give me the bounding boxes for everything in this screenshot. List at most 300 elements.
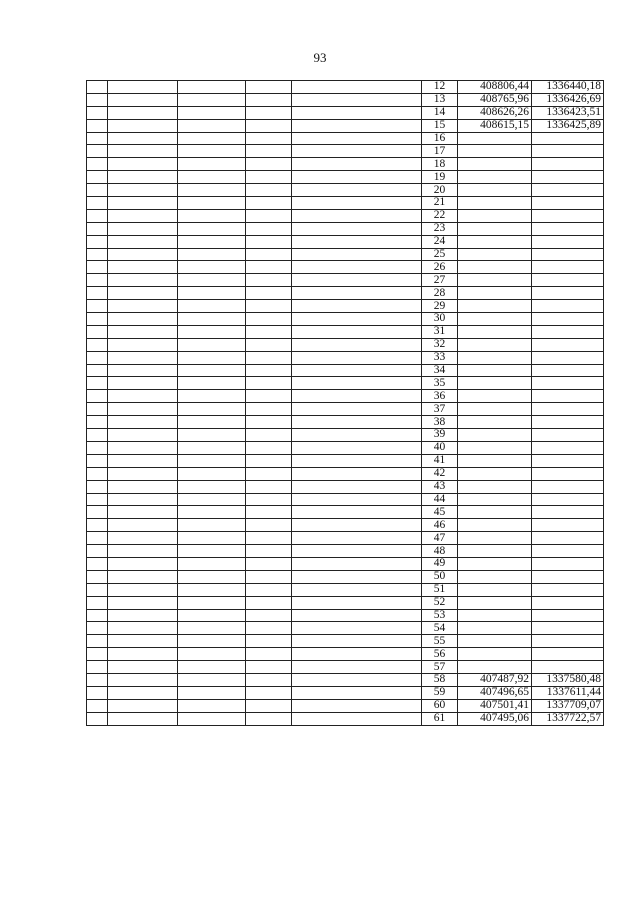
table-row	[87, 287, 604, 300]
y-coordinate-cell: 1337709,07	[532, 699, 604, 712]
y-coordinate-cell	[532, 209, 604, 222]
x-coordinate-cell	[458, 416, 532, 429]
empty-cell	[292, 583, 422, 596]
empty-cell	[292, 506, 422, 519]
empty-cell	[87, 248, 108, 261]
y-coordinate-cell	[532, 519, 604, 532]
empty-cell	[178, 274, 246, 287]
empty-cell	[87, 338, 108, 351]
x-coordinate-cell	[458, 338, 532, 351]
empty-cell	[292, 622, 422, 635]
empty-cell	[246, 673, 292, 686]
empty-cell	[87, 325, 108, 338]
empty-cell	[246, 441, 292, 454]
empty-cell	[87, 699, 108, 712]
empty-cell	[246, 338, 292, 351]
x-coordinate-cell	[458, 467, 532, 480]
empty-cell	[178, 248, 246, 261]
empty-cell	[108, 364, 178, 377]
point-number-cell: 56	[422, 648, 458, 661]
y-coordinate-cell	[532, 390, 604, 403]
empty-cell	[246, 287, 292, 300]
x-coordinate-cell	[458, 506, 532, 519]
y-coordinate-cell	[532, 635, 604, 648]
empty-cell	[292, 712, 422, 725]
empty-cell	[292, 519, 422, 532]
empty-cell	[178, 545, 246, 558]
x-coordinate-cell: 407495,06	[458, 712, 532, 725]
empty-cell	[108, 712, 178, 725]
point-number-cell: 22	[422, 209, 458, 222]
point-number-cell: 34	[422, 364, 458, 377]
empty-cell	[178, 686, 246, 699]
x-coordinate-cell	[458, 197, 532, 210]
table-row	[87, 583, 604, 596]
x-coordinate-cell	[458, 132, 532, 145]
table-row	[87, 545, 604, 558]
table-row	[87, 532, 604, 545]
y-coordinate-cell	[532, 648, 604, 661]
table-row	[87, 609, 604, 622]
table-row	[87, 222, 604, 235]
empty-cell	[87, 712, 108, 725]
point-number-cell: 57	[422, 661, 458, 674]
point-number-cell: 39	[422, 429, 458, 442]
empty-cell	[87, 184, 108, 197]
empty-cell	[87, 557, 108, 570]
table-row	[87, 364, 604, 377]
empty-cell	[246, 467, 292, 480]
point-number-cell: 28	[422, 287, 458, 300]
empty-cell	[87, 532, 108, 545]
empty-cell	[178, 609, 246, 622]
empty-cell	[292, 209, 422, 222]
empty-cell	[292, 570, 422, 583]
point-number-cell: 44	[422, 493, 458, 506]
point-number-cell: 53	[422, 609, 458, 622]
x-coordinate-cell	[458, 583, 532, 596]
empty-cell	[178, 313, 246, 326]
x-coordinate-cell: 407501,41	[458, 699, 532, 712]
empty-cell	[178, 673, 246, 686]
x-coordinate-cell: 407496,65	[458, 686, 532, 699]
table-row	[87, 351, 604, 364]
x-coordinate-cell	[458, 390, 532, 403]
table-row	[87, 635, 604, 648]
empty-cell	[246, 609, 292, 622]
x-coordinate-cell	[458, 441, 532, 454]
empty-cell	[87, 171, 108, 184]
empty-cell	[292, 93, 422, 106]
x-coordinate-cell	[458, 184, 532, 197]
empty-cell	[108, 596, 178, 609]
empty-cell	[108, 699, 178, 712]
empty-cell	[108, 583, 178, 596]
empty-cell	[292, 248, 422, 261]
x-coordinate-cell	[458, 596, 532, 609]
point-number-cell: 42	[422, 467, 458, 480]
empty-cell	[178, 235, 246, 248]
point-number-cell: 23	[422, 222, 458, 235]
empty-cell	[246, 596, 292, 609]
empty-cell	[246, 390, 292, 403]
empty-cell	[87, 351, 108, 364]
empty-cell	[178, 351, 246, 364]
empty-cell	[292, 338, 422, 351]
empty-cell	[178, 661, 246, 674]
empty-cell	[246, 686, 292, 699]
table-row	[87, 493, 604, 506]
empty-cell	[246, 403, 292, 416]
empty-cell	[178, 184, 246, 197]
empty-cell	[246, 416, 292, 429]
y-coordinate-cell	[532, 184, 604, 197]
empty-cell	[246, 699, 292, 712]
point-number-cell: 15	[422, 119, 458, 132]
point-number-cell: 29	[422, 300, 458, 313]
table-row	[87, 712, 604, 725]
point-number-cell: 30	[422, 313, 458, 326]
empty-cell	[292, 635, 422, 648]
empty-cell	[292, 184, 422, 197]
point-number-cell: 24	[422, 235, 458, 248]
table-row	[87, 390, 604, 403]
empty-cell	[108, 235, 178, 248]
y-coordinate-cell	[532, 416, 604, 429]
empty-cell	[292, 132, 422, 145]
empty-cell	[87, 545, 108, 558]
point-number-cell: 18	[422, 158, 458, 171]
empty-cell	[108, 557, 178, 570]
empty-cell	[246, 325, 292, 338]
y-coordinate-cell	[532, 467, 604, 480]
empty-cell	[246, 480, 292, 493]
empty-cell	[87, 673, 108, 686]
empty-cell	[246, 557, 292, 570]
empty-cell	[246, 158, 292, 171]
empty-cell	[108, 519, 178, 532]
empty-cell	[292, 673, 422, 686]
table-row	[87, 106, 604, 119]
empty-cell	[246, 81, 292, 94]
y-coordinate-cell	[532, 132, 604, 145]
empty-cell	[87, 648, 108, 661]
empty-cell	[87, 622, 108, 635]
table-row	[87, 570, 604, 583]
empty-cell	[108, 132, 178, 145]
empty-cell	[87, 493, 108, 506]
empty-cell	[292, 532, 422, 545]
empty-cell	[108, 686, 178, 699]
empty-cell	[246, 132, 292, 145]
empty-cell	[246, 351, 292, 364]
empty-cell	[178, 261, 246, 274]
empty-cell	[292, 300, 422, 313]
x-coordinate-cell	[458, 532, 532, 545]
table-row	[87, 519, 604, 532]
empty-cell	[246, 570, 292, 583]
empty-cell	[87, 209, 108, 222]
x-coordinate-cell	[458, 661, 532, 674]
point-number-cell: 55	[422, 635, 458, 648]
table-row	[87, 197, 604, 210]
point-number-cell: 51	[422, 583, 458, 596]
x-coordinate-cell: 408806,44	[458, 81, 532, 94]
point-number-cell: 36	[422, 390, 458, 403]
empty-cell	[292, 596, 422, 609]
table-row	[87, 622, 604, 635]
empty-cell	[108, 648, 178, 661]
coordinates-table	[86, 80, 604, 726]
y-coordinate-cell	[532, 364, 604, 377]
empty-cell	[108, 261, 178, 274]
empty-cell	[108, 338, 178, 351]
y-coordinate-cell	[532, 248, 604, 261]
empty-cell	[87, 261, 108, 274]
empty-cell	[87, 158, 108, 171]
empty-cell	[292, 416, 422, 429]
x-coordinate-cell	[458, 351, 532, 364]
empty-cell	[292, 235, 422, 248]
empty-cell	[292, 287, 422, 300]
table-row	[87, 673, 604, 686]
x-coordinate-cell	[458, 287, 532, 300]
y-coordinate-cell	[532, 377, 604, 390]
empty-cell	[87, 506, 108, 519]
empty-cell	[108, 248, 178, 261]
point-number-cell: 33	[422, 351, 458, 364]
empty-cell	[108, 222, 178, 235]
x-coordinate-cell	[458, 377, 532, 390]
empty-cell	[87, 570, 108, 583]
empty-cell	[87, 313, 108, 326]
table-row	[87, 467, 604, 480]
x-coordinate-cell	[458, 429, 532, 442]
empty-cell	[87, 222, 108, 235]
empty-cell	[178, 635, 246, 648]
point-number-cell: 20	[422, 184, 458, 197]
empty-cell	[87, 609, 108, 622]
table-row	[87, 377, 604, 390]
empty-cell	[87, 377, 108, 390]
empty-cell	[178, 699, 246, 712]
point-number-cell: 50	[422, 570, 458, 583]
empty-cell	[292, 145, 422, 158]
empty-cell	[292, 364, 422, 377]
empty-cell	[108, 506, 178, 519]
x-coordinate-cell	[458, 635, 532, 648]
empty-cell	[108, 673, 178, 686]
x-coordinate-cell	[458, 493, 532, 506]
empty-cell	[246, 454, 292, 467]
empty-cell	[292, 81, 422, 94]
x-coordinate-cell	[458, 158, 532, 171]
empty-cell	[108, 416, 178, 429]
x-coordinate-cell	[458, 609, 532, 622]
empty-cell	[246, 171, 292, 184]
empty-cell	[87, 119, 108, 132]
table-row	[87, 338, 604, 351]
empty-cell	[246, 145, 292, 158]
table-row	[87, 596, 604, 609]
empty-cell	[87, 106, 108, 119]
table-row	[87, 235, 604, 248]
empty-cell	[87, 583, 108, 596]
point-number-cell: 48	[422, 545, 458, 558]
empty-cell	[87, 145, 108, 158]
empty-cell	[108, 493, 178, 506]
empty-cell	[108, 300, 178, 313]
empty-cell	[87, 467, 108, 480]
y-coordinate-cell	[532, 338, 604, 351]
point-number-cell: 49	[422, 557, 458, 570]
point-number-cell: 12	[422, 81, 458, 94]
table-row	[87, 429, 604, 442]
empty-cell	[178, 596, 246, 609]
empty-cell	[178, 429, 246, 442]
table-row	[87, 313, 604, 326]
empty-cell	[178, 338, 246, 351]
point-number-cell: 38	[422, 416, 458, 429]
empty-cell	[108, 93, 178, 106]
empty-cell	[292, 557, 422, 570]
point-number-cell: 32	[422, 338, 458, 351]
empty-cell	[108, 480, 178, 493]
table-row	[87, 403, 604, 416]
y-coordinate-cell: 1337722,57	[532, 712, 604, 725]
empty-cell	[87, 429, 108, 442]
point-number-cell: 58	[422, 673, 458, 686]
empty-cell	[87, 661, 108, 674]
empty-cell	[87, 364, 108, 377]
x-coordinate-cell	[458, 248, 532, 261]
y-coordinate-cell	[532, 145, 604, 158]
empty-cell	[178, 467, 246, 480]
empty-cell	[87, 81, 108, 94]
table-row	[87, 158, 604, 171]
empty-cell	[108, 145, 178, 158]
empty-cell	[108, 532, 178, 545]
empty-cell	[108, 609, 178, 622]
empty-cell	[178, 416, 246, 429]
point-number-cell: 54	[422, 622, 458, 635]
empty-cell	[246, 377, 292, 390]
point-number-cell: 16	[422, 132, 458, 145]
empty-cell	[178, 81, 246, 94]
empty-cell	[292, 274, 422, 287]
empty-cell	[246, 235, 292, 248]
empty-cell	[87, 441, 108, 454]
table-row	[87, 480, 604, 493]
table-row	[87, 661, 604, 674]
x-coordinate-cell	[458, 557, 532, 570]
y-coordinate-cell	[532, 532, 604, 545]
empty-cell	[178, 377, 246, 390]
table-row	[87, 325, 604, 338]
empty-cell	[178, 222, 246, 235]
empty-cell	[87, 93, 108, 106]
empty-cell	[246, 364, 292, 377]
empty-cell	[178, 197, 246, 210]
x-coordinate-cell	[458, 648, 532, 661]
empty-cell	[108, 467, 178, 480]
point-number-cell: 37	[422, 403, 458, 416]
empty-cell	[178, 532, 246, 545]
y-coordinate-cell	[532, 570, 604, 583]
empty-cell	[246, 532, 292, 545]
empty-cell	[246, 648, 292, 661]
y-coordinate-cell	[532, 557, 604, 570]
y-coordinate-cell	[532, 287, 604, 300]
empty-cell	[292, 351, 422, 364]
y-coordinate-cell	[532, 197, 604, 210]
table-row	[87, 648, 604, 661]
table-row	[87, 416, 604, 429]
table-row	[87, 248, 604, 261]
x-coordinate-cell	[458, 274, 532, 287]
empty-cell	[292, 377, 422, 390]
point-number-cell: 14	[422, 106, 458, 119]
empty-cell	[246, 248, 292, 261]
y-coordinate-cell	[532, 441, 604, 454]
empty-cell	[292, 313, 422, 326]
y-coordinate-cell: 1336423,51	[532, 106, 604, 119]
empty-cell	[178, 570, 246, 583]
empty-cell	[87, 274, 108, 287]
empty-cell	[108, 158, 178, 171]
empty-cell	[178, 622, 246, 635]
empty-cell	[87, 300, 108, 313]
empty-cell	[178, 493, 246, 506]
empty-cell	[108, 570, 178, 583]
empty-cell	[246, 93, 292, 106]
y-coordinate-cell: 1336440,18	[532, 81, 604, 94]
y-coordinate-cell: 1337611,44	[532, 686, 604, 699]
y-coordinate-cell	[532, 583, 604, 596]
empty-cell	[108, 454, 178, 467]
empty-cell	[246, 712, 292, 725]
empty-cell	[87, 416, 108, 429]
empty-cell	[87, 287, 108, 300]
empty-cell	[292, 390, 422, 403]
point-number-cell: 52	[422, 596, 458, 609]
empty-cell	[178, 171, 246, 184]
empty-cell	[292, 158, 422, 171]
table-row	[87, 699, 604, 712]
empty-cell	[246, 119, 292, 132]
table-row	[87, 557, 604, 570]
empty-cell	[108, 390, 178, 403]
point-number-cell: 43	[422, 480, 458, 493]
empty-cell	[246, 222, 292, 235]
page-number: 93	[313, 50, 327, 65]
x-coordinate-cell: 407487,92	[458, 673, 532, 686]
empty-cell	[292, 686, 422, 699]
table-row	[87, 81, 604, 94]
x-coordinate-cell	[458, 209, 532, 222]
empty-cell	[246, 622, 292, 635]
empty-cell	[87, 454, 108, 467]
empty-cell	[108, 325, 178, 338]
empty-cell	[246, 583, 292, 596]
empty-cell	[292, 222, 422, 235]
empty-cell	[292, 699, 422, 712]
point-number-cell: 13	[422, 93, 458, 106]
y-coordinate-cell	[532, 274, 604, 287]
table-row	[87, 300, 604, 313]
y-coordinate-cell: 1336426,69	[532, 93, 604, 106]
empty-cell	[108, 622, 178, 635]
